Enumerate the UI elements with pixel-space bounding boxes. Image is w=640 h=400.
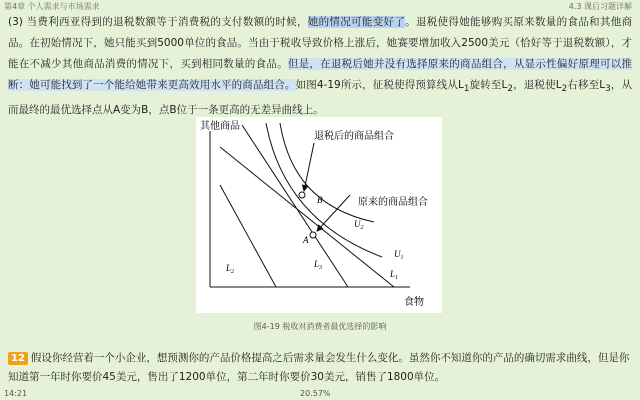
point-a (310, 232, 316, 238)
sub-l3: 3 (605, 84, 611, 95)
label-point-b: B (317, 195, 323, 205)
x-axis-label: 食物 (404, 297, 424, 308)
para-text-1: (3) 当费利西亚得到的退税数额等于消费税的支付数额的时候， (8, 16, 308, 28)
page-header (0, 0, 640, 12)
arrow-after-rebate (304, 143, 314, 191)
para-text-7: ，从而最终的最优选择点从A变为B，点B位于一条更高的无差异曲线上。 (8, 79, 632, 117)
question-number-badge: 12 (8, 352, 28, 365)
sub-l2: 2 (507, 84, 513, 95)
para-text-3: 如图4-19所示，征税使得预算线从L (295, 79, 464, 91)
y-axis-label: 其他商品 (200, 121, 240, 132)
point-b (299, 192, 305, 198)
label-point-a: A (303, 235, 309, 245)
label-after-rebate: 退税后的商品组合 (314, 131, 394, 142)
reading-progress: 20.57% (300, 389, 331, 398)
label-original: 原来的商品组合 (358, 197, 428, 208)
highlight-revealed-preference[interactable]: 但是，在退税后她并没有选择原来的商品组合，从显示性偏好原理可以推断：她可能找到了一个能给她带来更高效用水平的商品组合。 (8, 58, 633, 91)
label-u2: $U_2$ (354, 219, 364, 231)
para-text-2: 。退税使得她能够购买原来数量的食品和其他商品。在初始情况下，她只能买到5000单位的食品。当由于税收导致价格上涨后，她赛要增加收入2500美元（恰好等于退税数额），才能在不减少其他商品消费的情况下，买到相同数量的食品。 (8, 16, 633, 70)
indifference-curve-u1 (266, 123, 382, 257)
question-12 (8, 349, 632, 387)
chapter-title: 第4章 个人需求与市场需求 (4, 2, 100, 11)
label-u1: $U_1$ (394, 249, 404, 261)
para-text-6: 右移至L (567, 79, 606, 91)
highlight-better-off[interactable]: 她的情况可能变好了 (307, 16, 406, 28)
budget-line-l1 (220, 147, 394, 287)
para-text-4: 旋转至L (469, 79, 508, 91)
label-l1: $L_1$ (390, 269, 399, 281)
figure-4-19 (196, 117, 442, 313)
figure-caption: 图4-19 税收对消费者最优选择的影响 (253, 322, 387, 331)
status-bar (0, 389, 640, 400)
para-text-5: ，退税使L (512, 79, 562, 91)
label-l3: $L_3$ (314, 259, 323, 271)
question-text: 假设你经营着一个小企业，想预测你的产品价格提高之后需求量会发生什么变化。虽然你不知道你的产品的确切需求曲线，但是你知道第一年时你要价45美元，售出了1200单位，第二年时你要价30美元，销售了1800单位。 (8, 352, 630, 383)
sub-l1: 1 (463, 84, 470, 95)
section-title: 4.3 课后习题详解 (568, 2, 632, 11)
answer-paragraph (8, 12, 632, 121)
indifference-diagram (196, 117, 442, 313)
label-l2: $L_2$ (226, 263, 235, 275)
clock: 14:21 (4, 389, 28, 398)
sub-l2b: 2 (561, 84, 568, 95)
